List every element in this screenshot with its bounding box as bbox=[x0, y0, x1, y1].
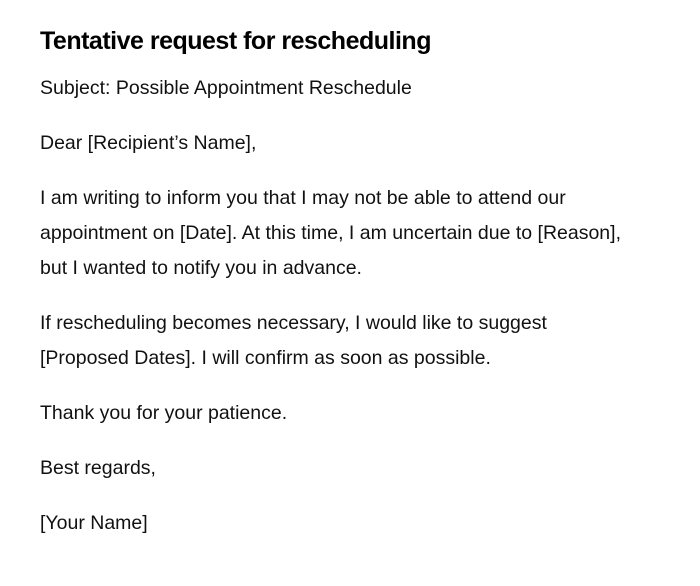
thanks-line: Thank you for your patience. bbox=[40, 402, 288, 424]
subject-line: Subject: Possible Appointment Reschedule bbox=[40, 77, 412, 99]
greeting: Dear [Recipient’s Name], bbox=[40, 132, 257, 154]
body-paragraph-2: If rescheduling becomes necessary, I would like to suggest [Proposed Dates]. I will confirm as soon as possible. bbox=[40, 312, 547, 369]
closing-line: Best regards, bbox=[40, 457, 156, 479]
body-paragraph-1: I am writing to inform you that I may not be able to attend our appointment on [Date]. At this time, I am uncertain due to [Reason], but I wanted to notify you in advance. bbox=[40, 187, 621, 279]
signature-placeholder: [Your Name] bbox=[40, 512, 148, 534]
document-title: Tentative request for rescheduling bbox=[40, 27, 431, 55]
